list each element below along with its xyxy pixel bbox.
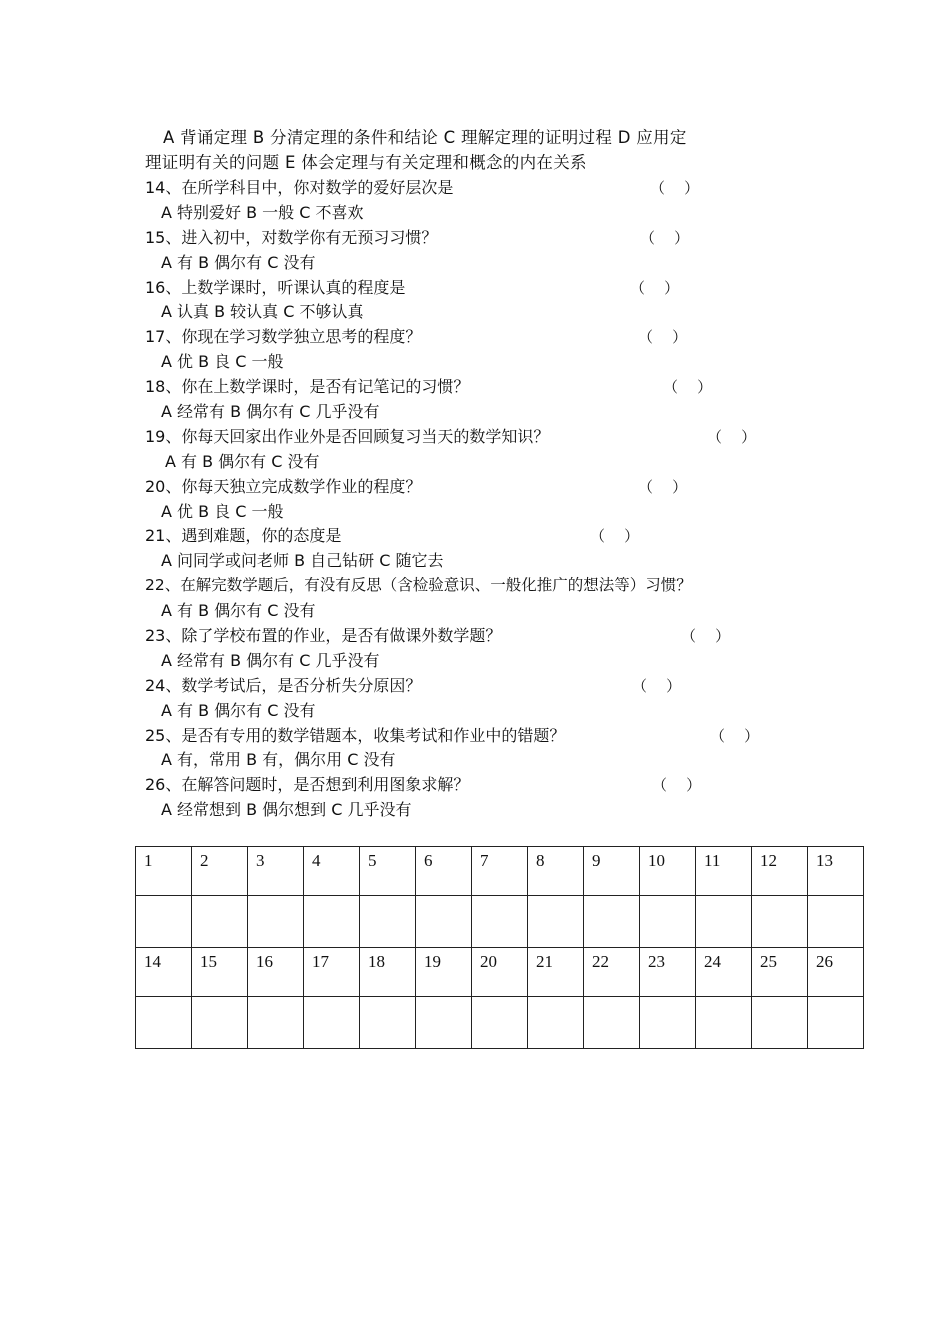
question-number-cell: 8	[528, 847, 584, 896]
question-options: A 有 B 偶尔有 C 没有	[165, 451, 320, 471]
question-number-cell: 5	[360, 847, 416, 896]
question-text: 18、你在上数学课时，是否有记笔记的习惯？	[145, 377, 470, 397]
answer-blank: （ ）	[640, 228, 690, 247]
question-number-cell: 17	[304, 948, 360, 997]
question-25	[145, 723, 825, 773]
answer-blank: （ ）	[632, 676, 682, 695]
question-options: A 经常有 B 偶尔有 C 几乎没有	[161, 650, 380, 670]
question-number-cell: 10	[640, 847, 696, 896]
answer-blank: （ ）	[638, 477, 688, 496]
answer-cell[interactable]	[640, 997, 696, 1049]
answer-cell[interactable]	[584, 997, 640, 1049]
question-text: 23、除了学校布置的作业，是否有做课外数学题？	[145, 626, 502, 646]
question-text: 19、你每天回家出作业外是否回顾复习当天的数学知识？	[145, 426, 550, 446]
answer-cell[interactable]	[640, 896, 696, 948]
answer-cell[interactable]	[472, 896, 528, 948]
answer-cell[interactable]	[416, 896, 472, 948]
question-number-cell: 24	[696, 948, 752, 997]
answer-cell[interactable]	[416, 997, 472, 1049]
question-options: A 问同学或问老师 B 自己钻研 C 随它去	[161, 551, 444, 571]
question-options: A 优 B 良 C 一般	[161, 501, 284, 521]
question-number-cell: 14	[136, 948, 192, 997]
question-text: 22、在解完数学题后，有没有反思（含检验意识、一般化推广的想法等）习惯？	[145, 576, 692, 595]
question-text: 20、你每天独立完成数学作业的程度？	[145, 476, 422, 496]
answer-blank: （ ）	[707, 427, 757, 446]
answer-blank: （ ）	[681, 627, 731, 646]
answer-blank: （ ）	[710, 726, 760, 745]
answer-row-1	[136, 896, 864, 948]
answer-cell[interactable]	[248, 997, 304, 1049]
question-23	[145, 623, 825, 673]
answer-blank: （ ）	[663, 378, 713, 397]
question-text: 14、在所学科目中，你对数学的爱好层次是	[145, 178, 454, 197]
answer-blank: （ ）	[652, 776, 702, 795]
number-row-2	[136, 948, 864, 997]
question-text: 25、是否有专用的数学错题本，收集考试和作业中的错题？	[145, 725, 566, 745]
answer-cell[interactable]	[304, 997, 360, 1049]
intro-line-2: 理证明有关的问题 E 体会定理与有关定理和概念的内在关系	[145, 153, 587, 172]
question-26	[145, 772, 825, 822]
question-text: 21、遇到难题，你的态度是	[145, 526, 342, 546]
question-14	[145, 175, 825, 225]
question-number-cell: 16	[248, 948, 304, 997]
question-number-cell: 26	[808, 948, 864, 997]
answer-cell[interactable]	[472, 997, 528, 1049]
question-options: A 经常有 B 偶尔有 C 几乎没有	[161, 402, 380, 422]
question-number-cell: 11	[696, 847, 752, 896]
answer-cell[interactable]	[528, 896, 584, 948]
intro-line-1: A 背诵定理 B 分清定理的条件和结论 C 理解定理的证明过程 D 应用定	[163, 128, 687, 147]
question-number-cell: 12	[752, 847, 808, 896]
question-15	[145, 225, 825, 275]
answer-blank: （ ）	[650, 179, 700, 197]
answer-cell[interactable]	[136, 997, 192, 1049]
answer-cell[interactable]	[192, 896, 248, 948]
question-number-cell: 7	[472, 847, 528, 896]
question-options: A 有 B 偶尔有 C 没有	[161, 601, 316, 621]
question-text: 15、进入初中，对数学你有无预习习惯？	[145, 227, 438, 247]
question-number-cell: 13	[808, 847, 864, 896]
answer-cell[interactable]	[752, 896, 808, 948]
number-row-1	[136, 847, 864, 896]
question-22	[145, 573, 825, 623]
answer-cell[interactable]	[360, 896, 416, 948]
question-options: A 认真 B 较认真 C 不够认真	[161, 302, 364, 322]
answer-row-2	[136, 997, 864, 1049]
question-number-cell: 23	[640, 948, 696, 997]
answer-cell[interactable]	[752, 997, 808, 1049]
question-number-cell: 2	[192, 847, 248, 896]
question-number-cell: 21	[528, 948, 584, 997]
answer-cell[interactable]	[304, 896, 360, 948]
question-number-cell: 25	[752, 948, 808, 997]
questionnaire	[145, 125, 825, 822]
answer-blank: （ ）	[630, 278, 680, 297]
answer-sheet-table	[135, 846, 864, 1049]
question-options: A 特别爱好 B 一般 C 不喜欢	[161, 202, 364, 222]
question-text: 16、上数学课时，听课认真的程度是	[145, 277, 406, 297]
question-19	[145, 424, 825, 474]
answer-cell[interactable]	[360, 997, 416, 1049]
question-number-cell: 3	[248, 847, 304, 896]
answer-blank: （ ）	[638, 328, 688, 347]
question-18	[145, 374, 825, 424]
question-13-options	[145, 125, 825, 175]
question-options: A 优 B 良 C 一般	[161, 352, 284, 372]
question-21	[145, 523, 825, 573]
question-options: A 有，常用 B 有，偶尔用 C 没有	[161, 750, 396, 770]
answer-blank: （ ）	[590, 527, 640, 546]
question-options: A 有 B 偶尔有 C 没有	[161, 700, 316, 720]
question-number-cell: 9	[584, 847, 640, 896]
question-number-cell: 15	[192, 948, 248, 997]
answer-cell[interactable]	[584, 896, 640, 948]
question-options: A 有 B 偶尔有 C 没有	[161, 252, 316, 272]
answer-cell[interactable]	[528, 997, 584, 1049]
question-number-cell: 6	[416, 847, 472, 896]
answer-cell[interactable]	[136, 896, 192, 948]
question-number-cell: 4	[304, 847, 360, 896]
question-number-cell: 1	[136, 847, 192, 896]
question-number-cell: 19	[416, 948, 472, 997]
question-options: A 经常想到 B 偶尔想到 C 几乎没有	[161, 800, 412, 820]
question-16	[145, 275, 825, 325]
question-number-cell: 20	[472, 948, 528, 997]
answer-cell[interactable]	[696, 997, 752, 1049]
answer-cell[interactable]	[696, 896, 752, 948]
question-20	[145, 474, 825, 524]
question-17	[145, 324, 825, 374]
question-text: 17、你现在学习数学独立思考的程度？	[145, 327, 422, 347]
answer-cell[interactable]	[192, 997, 248, 1049]
answer-cell[interactable]	[808, 896, 864, 948]
question-text: 24、数学考试后，是否分析失分原因？	[145, 675, 422, 695]
answer-cell[interactable]	[808, 997, 864, 1049]
question-24	[145, 673, 825, 723]
question-text: 26、在解答问题时，是否想到利用图象求解？	[145, 775, 470, 795]
question-number-cell: 18	[360, 948, 416, 997]
question-number-cell: 22	[584, 948, 640, 997]
answer-cell[interactable]	[248, 896, 304, 948]
